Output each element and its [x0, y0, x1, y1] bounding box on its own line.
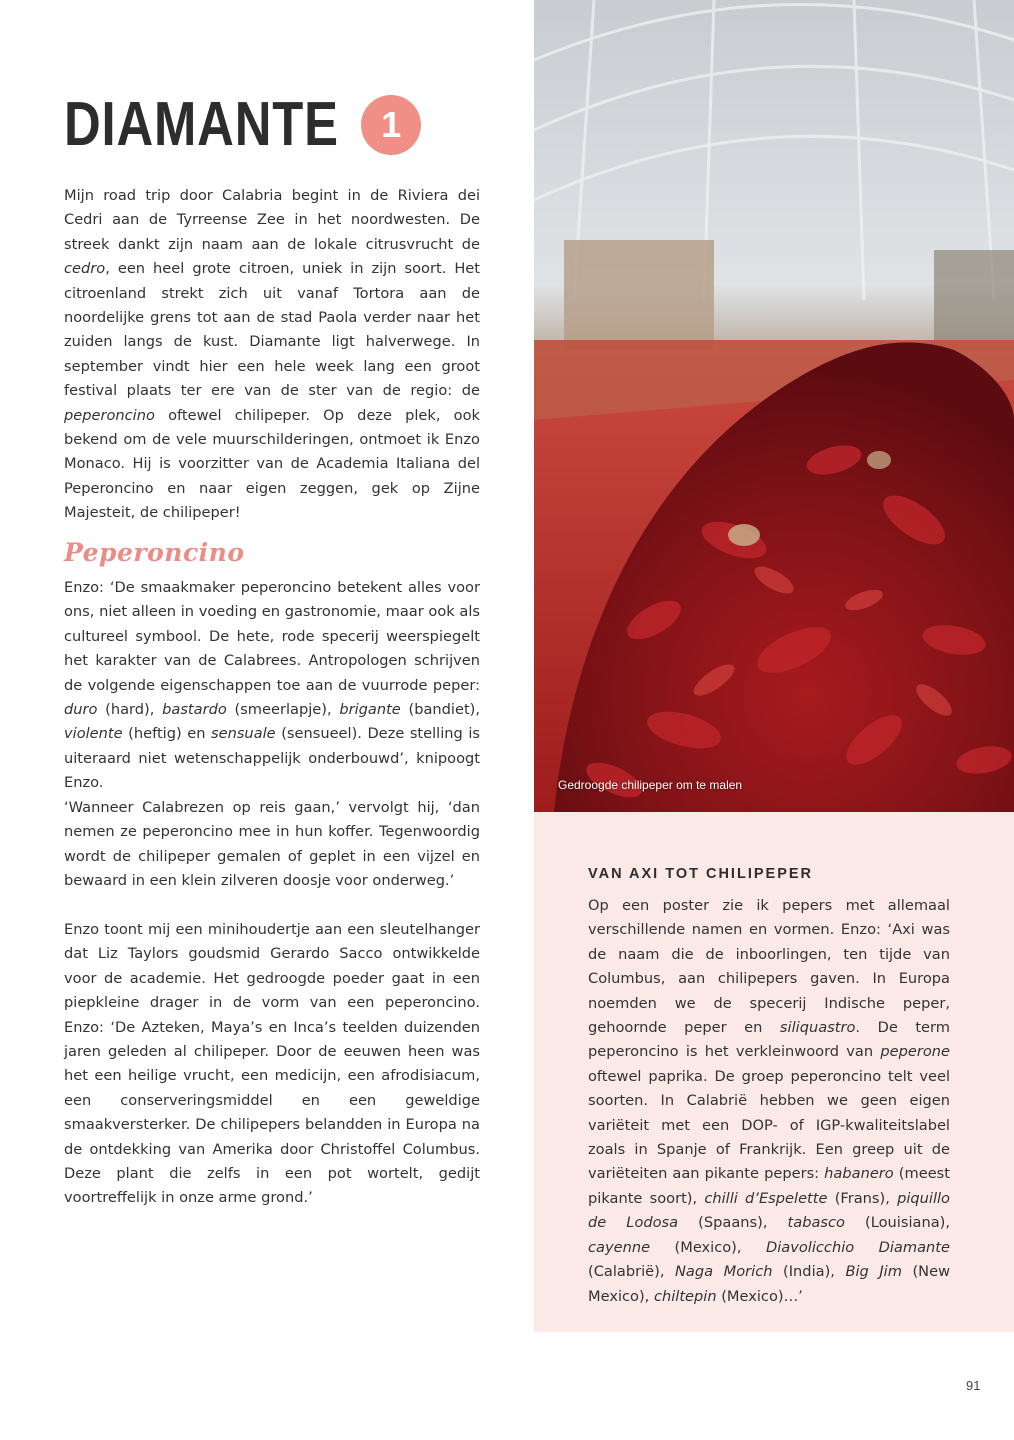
body-text: (sensueel). Deze stelling is uiteraard niet wetenschappelijk onderbouwd’, knipoogt Enzo. — [64, 725, 480, 792]
sidebar-body: Op een poster zie ik pepers met allemaal verschillende namen en vormen. Enzo: ‘Axi was de naam die de inboorlingen, ten tijde van Columbus, aan chilipepers gaven. In Europa noemden we de specerij Indische peper, gehoornde peper en — [588, 897, 950, 1037]
italic-term: brigante — [339, 701, 401, 719]
italic-term: habanero — [824, 1165, 894, 1183]
sidebar-body: . De term peperoncino is het verkleinwoord van — [588, 1019, 950, 1061]
italic-term: chiltepin — [653, 1287, 717, 1305]
italic-term: Diavolicchio Diamante — [765, 1238, 950, 1256]
intro-italic: peperoncino — [64, 406, 155, 424]
italic-term: tabasco — [787, 1214, 845, 1232]
sidebar-body: (Louisiana), — [844, 1214, 950, 1232]
page-number: 91 — [966, 1378, 981, 1393]
italic-term: siliquastro — [779, 1019, 856, 1037]
intro-text: Mijn road trip door Calabria begint in de Riviera dei Cedri aan de Tyrreense Zee in het noordwesten. De streek dankt zijn naam aan de lokale citrusvrucht de — [64, 187, 480, 253]
italic-term: bastardo — [162, 701, 227, 719]
italic-term: piquillo de Lodosa — [588, 1189, 950, 1232]
section-paragraph-2: ‘Wanneer Calabrezen op reis gaan,’ vervolgt hij, ‘dan nemen ze peperoncino mee in hun koffer. Tegenwoordig wordt de chilipeper gemalen of geplet in een vijzel en bewaard in een klein zilveren doosje voor onderweg.’ — [64, 799, 480, 890]
italic-term: Big Jim — [845, 1263, 902, 1281]
body-text: (bandiet), — [400, 701, 481, 719]
intro-text: , een heel grote citroen, uniek in zijn soort. Het citroenland strekt zich uit vanaf Tortora aan de noordelijke grens tot aan de stad Paola verder naar het zuiden langs de kust. Diamante ligt halverwege. In september vindt hier een hele week lang een groot festival plaats ter ere van de ster van de regio: de — [64, 260, 480, 400]
section-paragraph-1 — [64, 576, 480, 796]
sidebar-body: (Frans), — [827, 1189, 898, 1207]
italic-term: peperone — [880, 1043, 950, 1061]
sidebar-body: (meest pikante soort), — [588, 1165, 950, 1207]
italic-term: duro — [64, 701, 98, 719]
sidebar-body: (India), — [772, 1263, 846, 1281]
chapter-heading — [64, 90, 421, 159]
sidebar-body: (New Mexico), — [588, 1263, 951, 1305]
photo-caption: Gedroogde chilipeper om te malen — [558, 778, 743, 792]
body-text: (heftig) en — [122, 725, 211, 743]
sidebar-body: (Mexico)…’ — [716, 1287, 803, 1305]
italic-term: violente — [64, 725, 123, 743]
chapter-title: DIAMANTE — [64, 90, 339, 159]
italic-term: chilli d’Espelette — [704, 1189, 828, 1207]
section-subheading: Peperoncino — [64, 538, 245, 567]
body-text: (smeerlapje), — [226, 701, 340, 719]
sidebar-body: (Calabrië), — [588, 1263, 676, 1281]
italic-term: Naga Morich — [675, 1263, 773, 1281]
section-paragraph-3: Enzo toont mij een minihoudertje aan een sleutelhanger dat Liz Taylors goudsmid Gerardo Sacco ontwikkelde voor de academie. Het gedroogde poeder gaat in een piepkleine drager in de vorm van een peperoncino. Enzo: ‘De Azteken, Maya’s en Inca’s teelden duizenden jaren geleden al chilipeper. Door de eeuwen heen was het een heilige vrucht, een medicijn, een afrodisiacum, een conserveringsmiddel en een geweldige smaakversterker. De chilipepers belandden in Europa na de ontdekking van Amerika door Christoffel Columbus. Deze plant die zelfs in een pot wortelt, gedijt voortreffelijk in onze arme grond.’ — [64, 921, 480, 1207]
italic-term: cayenne — [588, 1238, 651, 1256]
italic-term: sensuale — [210, 725, 276, 743]
body-text: (hard), — [97, 701, 163, 719]
sidebar-body: (Spaans), — [678, 1214, 788, 1232]
sidebar-heading: VAN AXI TOT CHILIPEPER — [588, 866, 814, 882]
sidebar-body: (Mexico), — [650, 1238, 766, 1256]
sidebar-body: oftewel paprika. De groep peperoncino telt veel soorten. In Calabrië hebben we geen eigen variëteit met een DOP- of IGP-kwaliteitslabel zoals in Spanje of Frankrijk. Een greep uit de variëteiten aan pikante pepers: — [588, 1067, 950, 1183]
intro-text: oftewel chilipeper. Op deze plek, ook bekend om de vele muurschilderingen, ontmoet ik Enzo Monaco. Hij is voorzitter van de Academia Italiana del Peperoncino en naar eigen zeggen, gek op Zijne Majesteit, de chilipeper! — [64, 406, 480, 522]
chili-photo — [534, 0, 1014, 812]
sidebar-text — [588, 894, 950, 1309]
intro-italic: cedro — [64, 260, 106, 278]
chapter-number-badge: 1 — [361, 95, 421, 155]
intro-paragraph — [64, 184, 480, 526]
body-text: Enzo: ‘De smaakmaker peperoncino betekent alles voor ons, niet alleen in voeding en gastronomie, maar ook als cultureel symbool. De hete, rode specerij weerspiegelt het karakter van de Calabrees. Antropologen schrijven de volgende eigenschappen toe aan de vuurrode peper: — [64, 579, 480, 694]
